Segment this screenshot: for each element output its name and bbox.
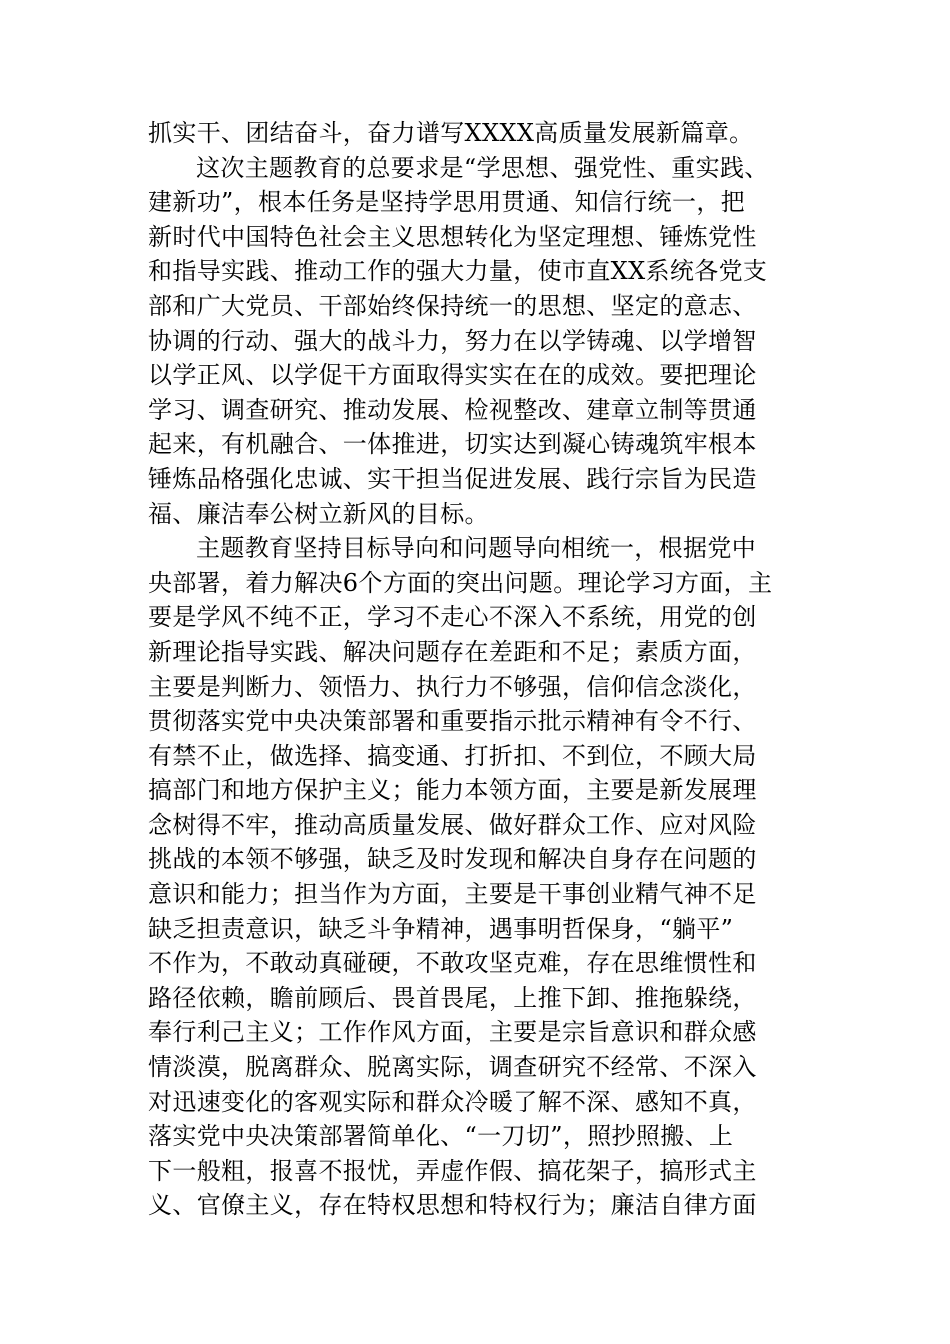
text-line: 贯彻落实党中央决策部署和重要指示批示精神有令不行、 — [148, 707, 757, 736]
paragraph-first-line: 主题教育坚持目标导向和问题导向相统一，根据党中 — [196, 534, 757, 563]
text-line: 下一般粗，报喜不报忧，弄虚作假、搞花架子，搞形式主 — [148, 1156, 757, 1185]
text-line: 以学正风、以学促干方面取得实实在在的成效。要把理论 — [148, 361, 757, 390]
text-line: 意识和能力；担当作为方面，主要是干事创业精气神不足 — [148, 880, 757, 909]
text-line: 路径依赖，瞻前顾后、畏首畏尾，上推下卸、推拖躲绕， — [148, 983, 757, 1012]
text-line: 协调的行动、强大的战斗力，努力在以学铸魂、以学增智 — [148, 326, 757, 355]
text-line: 奉行利己主义；工作作风方面，主要是宗旨意识和群众感 — [148, 1018, 757, 1047]
text-line: 落实党中央决策部署简单化、“一刀切”，照抄照搬、上 — [148, 1122, 734, 1151]
text-line: 要是学风不纯不正，学习不走心不深入不系统，用党的创 — [148, 603, 757, 632]
text-line: 新时代中国特色社会主义思想转化为坚定理想、锤炼党性 — [148, 222, 757, 251]
text-line: 锤炼品格强化忠诚、实干担当促进发展、践行宗旨为民造 — [148, 464, 757, 493]
text-line: 央部署，着力解决6个方面的突出问题。理论学习方面，主 — [148, 568, 773, 597]
text-line: 念树得不牢，推动高质量发展、做好群众工作、应对风险 — [148, 810, 757, 839]
text-line: 建新功”，根本任务是坚持学思用贯通、知信行统一，把 — [148, 188, 746, 217]
text-line: 搞部门和地方保护主义；能力本领方面，主要是新发展理 — [148, 776, 757, 805]
text-line: 义、官僚主义，存在特权思想和特权行为；廉洁自律方面 — [148, 1191, 757, 1220]
text-line: 不作为，不敢动真碰硬，不敢攻坚克难，存在思维惯性和 — [148, 949, 757, 978]
body-text — [148, 116, 818, 1223]
text-line: 起来，有机融合、一体推进，切实达到凝心铸魂筑牢根本 — [148, 430, 757, 459]
text-line: 部和广大党员、干部始终保持统一的思想、坚定的意志、 — [148, 291, 757, 320]
text-line: 缺乏担责意识，缺乏斗争精神，遇事明哲保身，“躺平” — [148, 914, 734, 943]
text-line: 抓实干、团结奋斗，奋力谱写XXXX高质量发展新篇章。 — [148, 119, 754, 147]
text-line: 和指导实践、推动工作的强大力量，使市直XX系统各党支 — [148, 257, 768, 286]
paragraph-first-line: 这次主题教育的总要求是“学思想、强党性、重实践、 — [196, 153, 769, 182]
text-line: 新理论指导实践、解决问题存在差距和不足；素质方面， — [148, 637, 757, 666]
text-line: 福、廉洁奉公树立新风的目标。 — [148, 499, 489, 528]
text-line: 学习、调查研究、推动发展、检视整改、建章立制等贯通 — [148, 395, 757, 424]
text-line: 对迅速变化的客观实际和群众冷暖了解不深、感知不真， — [148, 1087, 757, 1116]
text-line: 情淡漠，脱离群众、脱离实际，调查研究不经常、不深入 — [148, 1053, 757, 1082]
text-line: 有禁不止，做选择、搞变通、打折扣、不到位，不顾大局 — [148, 741, 757, 770]
text-line: 挑战的本领不够强，缺乏及时发现和解决自身存在问题的 — [148, 845, 757, 874]
text-line: 主要是判断力、领悟力、执行力不够强，信仰信念淡化， — [148, 672, 757, 701]
